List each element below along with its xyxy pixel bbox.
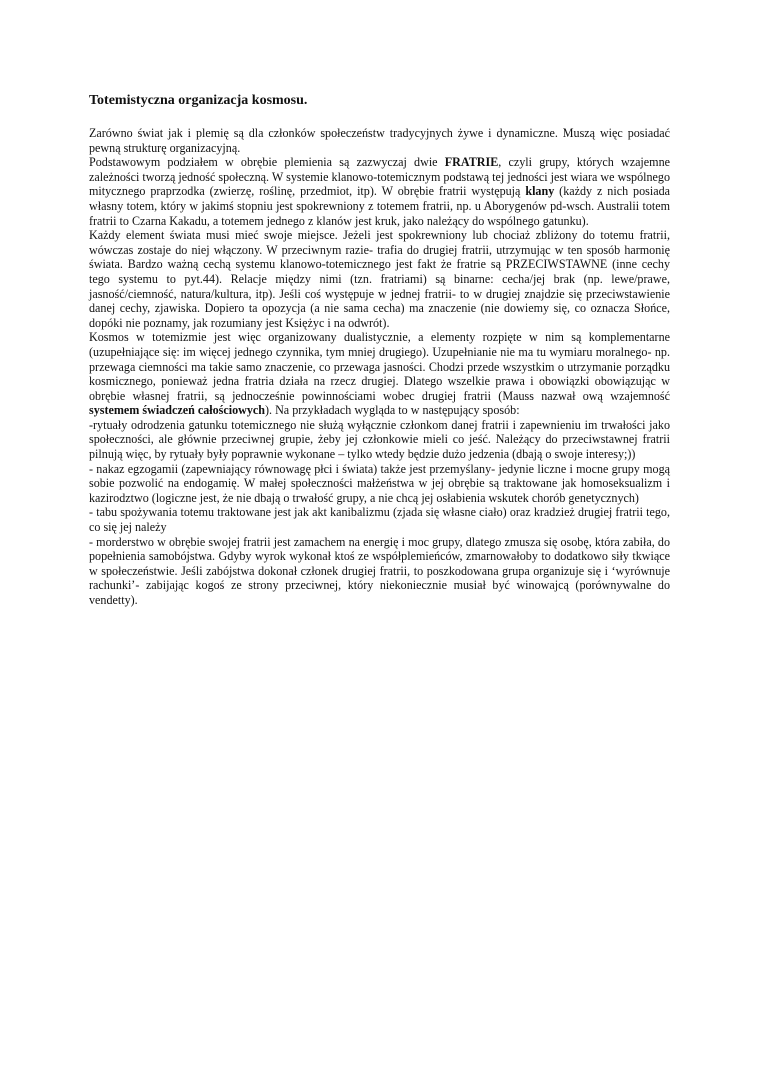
text-run: Zarówno świat jak i plemię są dla członków społeczeństw tradycyjnych żywe i dynamiczne. Muszą więc posiadać pewną strukturę organizacyjną.	[89, 126, 670, 155]
text-run: -rytuały odrodzenia gatunku totemicznego nie służą wyłącznie członkom danej fratrii i zapewnieniu im trwałości jako społeczności, ale głównie przeciwnej grupie, żeby jej członkowie mieli co jeść. Należący do przeciwstawnej fratrii pilnują więc, by rytuały były poprawnie wykonane – tylko wtedy będzie dużo jedzenia (dbają o swoje interesy;))	[89, 417, 670, 462]
paragraph	[89, 505, 670, 534]
bold-text-run: klany	[525, 184, 555, 199]
paragraph	[89, 418, 670, 462]
document-page	[89, 92, 670, 608]
text-run: (każdy z nich posiada własny totem, który w jakimś stopniu jest spokrewniony z totemem fratrii, np. u Aborygenów pd-wsch. Australii totem fratrii to Czarna Kakadu, a totemem jednego z klanów jest kruk, jako należący do wspólnego gatunku).	[89, 184, 670, 228]
text-run: Kosmos w totemizmie jest więc organizowany dualistycznie, a elementy rozpięte w nim są komplementarne (uzupełniające się: im więcej jednego czynnika, tym mniej drugiego). Uzupełnianie nie ma tu wymiaru moralnego- np. przewaga ciemności ma takie samo znaczenie, co przewaga jasności. Chodzi przede wszystkim o utrzymanie porządku kosmicznego, ponieważ jedna fratria działa na rzecz drugiej. Dlatego wszelkie prawa i obowiązki obowiązując w obrębie własnej fratrii, są jednocześnie powinnościami wobec drugiej fratrii (Mauss nazwał ową wzajemność	[89, 330, 670, 403]
bold-text-run: systemem świadczeń całościowych	[89, 403, 265, 418]
paragraph	[89, 155, 670, 228]
paragraph	[89, 126, 670, 155]
text-run: , czyli grupy, których wzajemne zależności tworzą jedność społeczną. W systemie klanowo-totemicznym podstawą tej jedności jest wiara we wspólnego mitycznego praprzodka (zwierzę, roślinę, przedmiot, itp). W obrębie fratrii występują	[89, 155, 670, 199]
text-run: - tabu spożywania totemu traktowane jest jak akt kanibalizmu (zjada się własne ciało) oraz kradzież drugiej fratrii tego, co się jej należy	[89, 505, 670, 535]
paragraph	[89, 535, 670, 608]
document-body	[89, 126, 670, 608]
text-run: Podstawowym podziałem w obrębie plemienia są zazwyczaj dwie	[89, 155, 445, 170]
text-run: ). Na przykładach wygląda to w następujący sposób:	[265, 403, 520, 418]
text-run: - morderstwo w obrębie swojej fratrii jest zamachem na energię i moc grupy, dlatego zmusza się osobę, która zabiła, do popełnienia samobójstwa. Gdyby wyrok wykonał ktoś ze współplemieńców, zmarnowałoby to dodatkowo siły tkwiące w społeczeństwie. Jeśli zabójstwa dokonał członek drugiej fratrii, to poszkodowana grupa organizuje się i ‘wyrównuje rachunki’- zabijając kogoś ze strony przeciwnej, który niekoniecznie musiał być winowajcą (porównywalne do vendetty).	[89, 534, 670, 607]
document-title: Totemistyczna organizacja kosmosu.	[89, 93, 308, 108]
text-run: Każdy element świata musi mieć swoje miejsce. Jeżeli jest spokrewniony lub chociaż zbliżony do totemu fratrii, wówczas zostaje do niej włączony. W przeciwnym razie- trafia do drugiej fratrii, utrzymując w ten sposób harmonię świata. Bardzo ważną cechą systemu klanowo-totemicznego jest fakt że fratrie są PRZECIWSTAWNE (inne cechy tego systemu to pyt.44). Relacje między nimi (tzn. fratriami) są binarne: cecha/jej brak (np. lewe/prawe, jasność/ciemność, natura/kultura, itp). Jeśli coś występuje w jednej fratrii- to w drugiej znajdzie się przeciwstawienie danej cechy, zjawiska. Dopiero ta opozycja (a nie sama cecha) ma znaczenie (nie dowiemy się, co oznacza Słońce, dopóki nie poznamy, jak rozumiany jest Księżyc i na odwrót).	[89, 228, 670, 330]
bold-text-run: FRATRIE	[444, 155, 499, 170]
text-run: - nakaz egzogamii (zapewniający równowagę płci i świata) także jest przemyślany- jedynie liczne i mocne grupy mogą sobie pozwolić na endogamię. W małej społeczności małżeństwa w jej obrębie są traktowane jak homoseksualizm i kazirodztwo (logiczne jest, że nie dbają o trwałość grupy, a nie chcą jej osłabienia wskutek chorób genetycznych)	[89, 461, 670, 505]
paragraph	[89, 330, 670, 418]
paragraph	[89, 228, 670, 330]
paragraph	[89, 462, 670, 506]
